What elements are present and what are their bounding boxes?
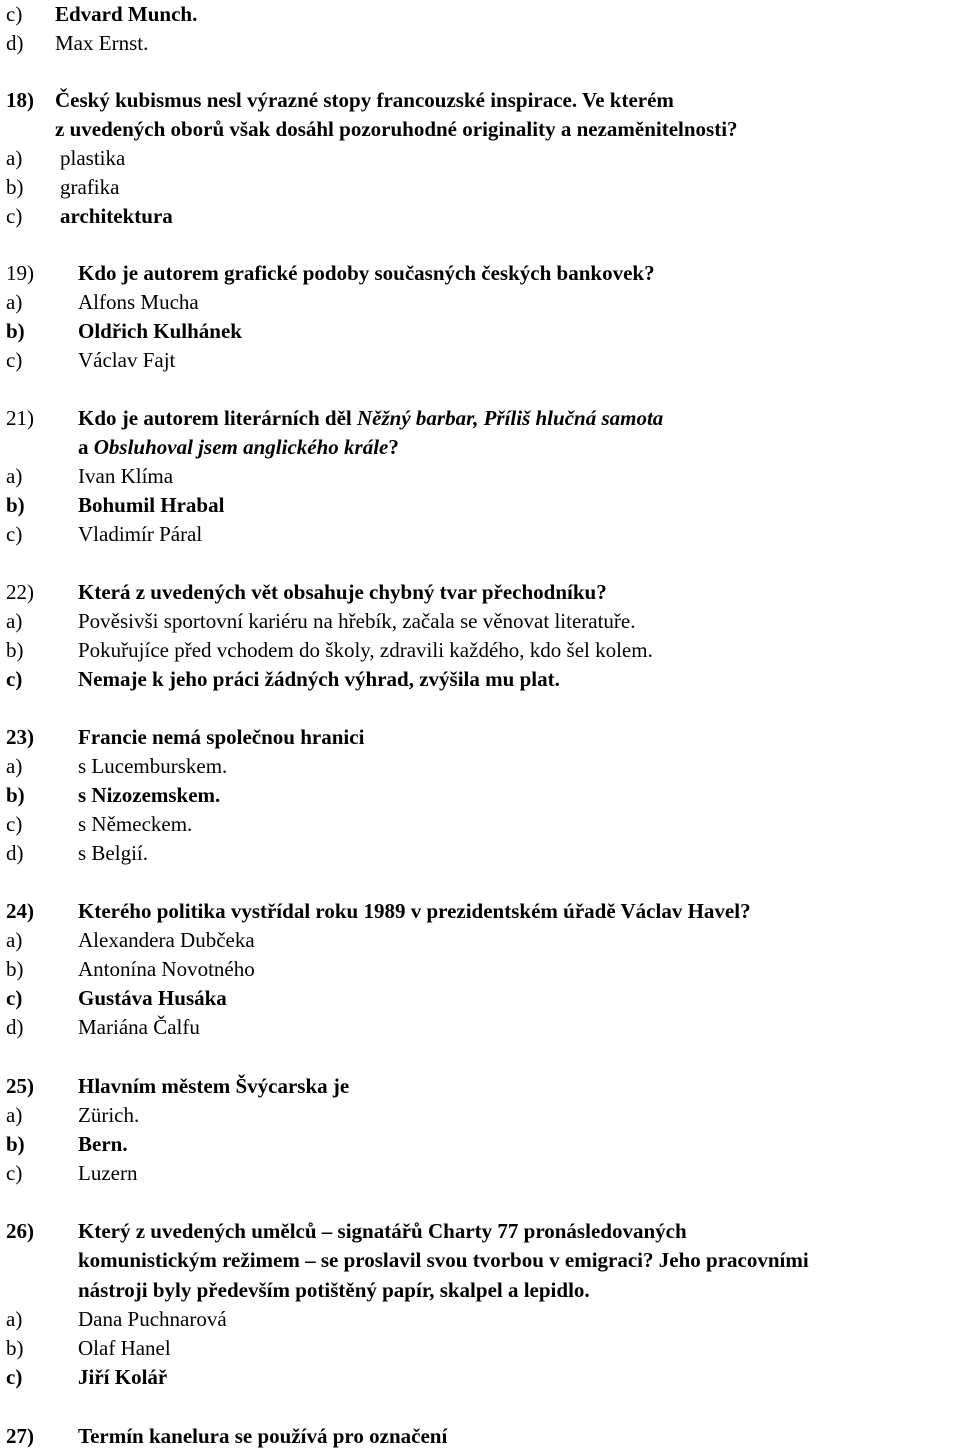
question-line <box>6 810 192 839</box>
question-line <box>6 1159 137 1188</box>
line-text: s Lucemburskem. <box>78 754 228 778</box>
line-text: Edvard Munch. <box>55 2 198 26</box>
question-line <box>6 0 197 29</box>
question-line <box>6 317 242 346</box>
line-text: s Nizozemskem. <box>78 783 221 807</box>
question-line <box>6 1334 171 1363</box>
line-text: z uvedených oborů však dosáhl pozoruhodné originality a nezaměnitelnosti? <box>55 117 738 141</box>
question-line <box>6 1013 200 1042</box>
line-text: Český kubismus nesl výrazné stopy francouzské inspirace. Ve kterém <box>55 88 674 112</box>
item-label: a) <box>6 1307 23 1331</box>
question-line <box>6 173 119 202</box>
question-line <box>6 1305 227 1334</box>
item-label: d) <box>6 1015 24 1039</box>
item-label: 22) <box>6 580 34 604</box>
question-line <box>6 1422 447 1451</box>
question-line <box>6 723 364 752</box>
line-text: Kdo je autorem literárních děl <box>78 406 357 430</box>
question-line <box>6 1072 349 1101</box>
question-line <box>6 491 224 520</box>
line-text: komunistickým režimem – se proslavil svou tvorbou v emigraci? Jeho pracovními <box>78 1248 809 1272</box>
item-label: b) <box>6 175 24 199</box>
item-label: c) <box>6 522 23 546</box>
line-text: Václav Fajt <box>78 348 176 372</box>
question-line <box>6 578 607 607</box>
question-line <box>6 346 175 375</box>
question-continuation-line <box>6 1276 590 1305</box>
line-text: s Německem. <box>78 812 193 836</box>
item-label: a) <box>6 754 23 778</box>
question-line <box>6 665 560 694</box>
question-line <box>6 202 173 231</box>
item-label: a) <box>6 1103 23 1127</box>
item-label: c) <box>6 1161 23 1185</box>
item-label: b) <box>6 1336 24 1360</box>
item-label: c) <box>6 812 23 836</box>
question-line <box>6 781 220 810</box>
line-text: Ivan Klíma <box>78 464 174 488</box>
line-text: Mariána Čalfu <box>78 1015 200 1039</box>
item-label: d) <box>6 31 24 55</box>
item-label: b) <box>6 493 25 517</box>
line-text: grafika <box>60 175 120 199</box>
line-text: a <box>78 435 94 459</box>
line-text: architektura <box>60 204 173 228</box>
book-title-text: Něžný barbar, Příliš hlučná samota <box>356 406 664 430</box>
item-label: b) <box>6 1132 25 1156</box>
question-line <box>6 636 653 665</box>
item-label: 25) <box>6 1074 34 1098</box>
item-label: c) <box>6 348 23 372</box>
item-label: a) <box>6 928 23 952</box>
item-label: 24) <box>6 899 34 923</box>
question-line <box>6 926 255 955</box>
line-text: Luzern <box>78 1161 138 1185</box>
item-label: c) <box>6 986 23 1010</box>
line-text: plastika <box>60 146 126 170</box>
question-line <box>6 607 635 636</box>
item-label: 19) <box>6 261 34 285</box>
question-line <box>6 1130 128 1159</box>
line-text: Kterého politika vystřídal roku 1989 v prezidentském úřadě Václav Havel? <box>78 899 751 923</box>
line-text: Bohumil Hrabal <box>78 493 225 517</box>
line-text: Který z uvedených umělců – signatářů Charty 77 pronásledovaných <box>78 1219 687 1243</box>
line-text: Kdo je autorem grafické podoby současných českých bankovek? <box>78 261 655 285</box>
book-title-text: Obsluhoval jsem anglického krále <box>93 435 389 459</box>
question-line <box>6 839 148 868</box>
question-line <box>6 897 751 926</box>
question-line <box>6 29 148 58</box>
line-text: Hlavním městem Švýcarska je <box>78 1074 350 1098</box>
item-label: c) <box>6 2 23 26</box>
question-line <box>6 462 173 491</box>
line-text: Jiří Kolář <box>78 1365 168 1389</box>
item-label: 23) <box>6 725 34 749</box>
line-text: Max Ernst. <box>55 31 149 55</box>
question-line <box>6 288 199 317</box>
question-line <box>6 144 125 173</box>
question-line <box>6 520 202 549</box>
item-label: 27) <box>6 1424 34 1448</box>
question-line <box>6 1363 167 1392</box>
question-line <box>6 955 255 984</box>
line-text: Která z uvedených vět obsahuje chybný tvar přechodníku? <box>78 580 607 604</box>
item-label: a) <box>6 290 23 314</box>
item-label: a) <box>6 464 23 488</box>
line-text: Pověsivši sportovní kariéru na hřebík, začala se věnovat literatuře. <box>78 609 636 633</box>
question-continuation-line <box>6 115 738 144</box>
line-text: Olaf Hanel <box>78 1336 171 1360</box>
line-text: Alexandera Dubčeka <box>78 928 255 952</box>
item-label: b) <box>6 319 25 343</box>
item-label: 21) <box>6 406 34 430</box>
line-text: ? <box>388 435 399 459</box>
item-label: d) <box>6 841 24 865</box>
line-text: nástroji byly především potištěný papír, skalpel a lepidlo. <box>78 1278 590 1302</box>
line-text: Antonína Novotného <box>78 957 255 981</box>
line-text: Pokuřujíce před vchodem do školy, zdravili každého, kdo šel kolem. <box>78 638 653 662</box>
line-text: Nemaje k jeho práci žádných výhrad, zvýšila mu plat. <box>78 667 560 691</box>
item-label: c) <box>6 204 23 228</box>
line-text: s Belgií. <box>78 841 149 865</box>
item-label: c) <box>6 1365 23 1389</box>
line-text: Termín kanelura se používá pro označení <box>78 1424 448 1448</box>
question-line <box>6 1217 687 1246</box>
line-text: Alfons Mucha <box>78 290 199 314</box>
item-label: a) <box>6 146 23 170</box>
question-line <box>6 984 227 1013</box>
item-label: c) <box>6 667 23 691</box>
line-text: Gustáva Husáka <box>78 986 227 1010</box>
line-text: Oldřich Kulhánek <box>78 319 242 343</box>
question-line <box>6 752 227 781</box>
question-continuation-line <box>6 433 399 462</box>
item-label: a) <box>6 609 23 633</box>
question-line <box>6 1101 139 1130</box>
question-line <box>6 86 674 115</box>
line-text: Zürich. <box>78 1103 140 1127</box>
question-line <box>6 259 655 288</box>
question-continuation-line <box>6 1246 809 1275</box>
line-text: Francie nemá společnou hranici <box>78 725 365 749</box>
question-line <box>6 404 663 433</box>
item-label: b) <box>6 957 24 981</box>
line-text: Dana Puchnarová <box>78 1307 227 1331</box>
item-label: 18) <box>6 88 34 112</box>
item-label: b) <box>6 783 25 807</box>
item-label: b) <box>6 638 24 662</box>
line-text: Bern. <box>78 1132 128 1156</box>
item-label: 26) <box>6 1219 34 1243</box>
line-text: Vladimír Páral <box>78 522 203 546</box>
